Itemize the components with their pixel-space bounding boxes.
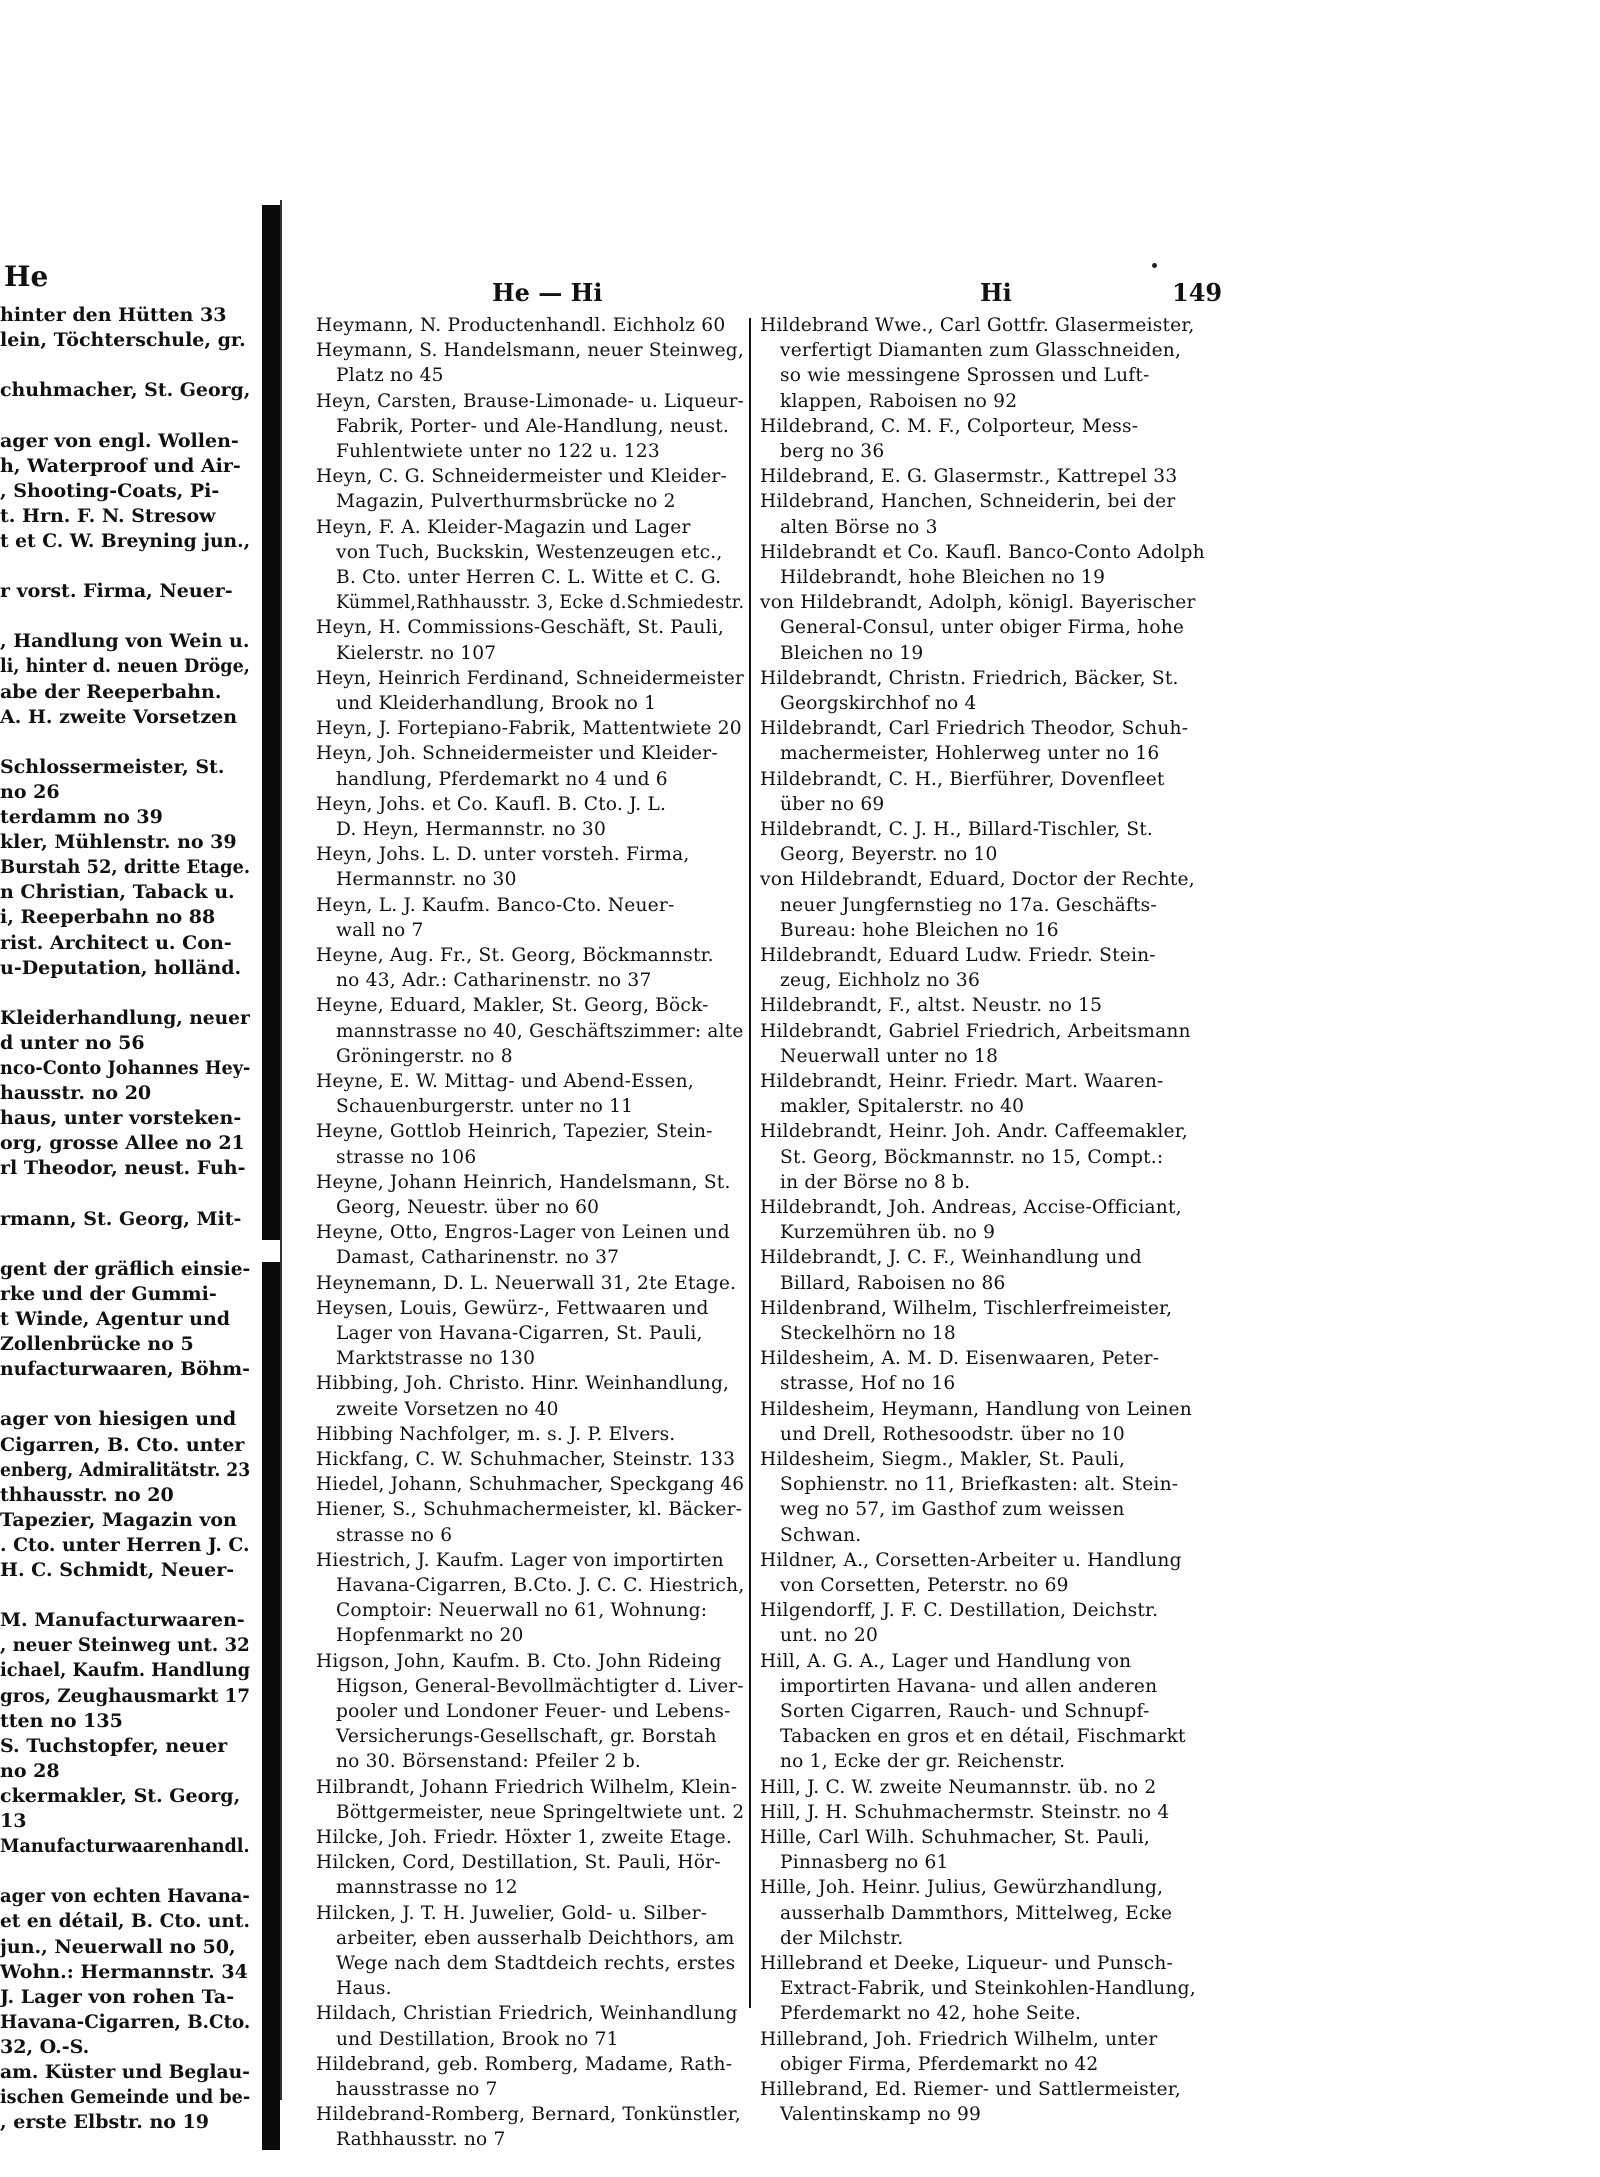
- left-page-line: n Christian, Taback u.: [0, 881, 235, 904]
- directory-entry-line: Georgskirchhof no 4: [780, 693, 977, 714]
- directory-entry-line: Extract-Fabrik, und Steinkohlen-Handlung,: [780, 1978, 1196, 2000]
- left-page-line: Manufacturwaarenhandl.: [0, 1835, 250, 1858]
- left-page-line: no 26: [0, 780, 60, 803]
- left-page-line: Kleiderhandlung, neuer: [0, 1006, 250, 1029]
- directory-entry-line: Hildach, Christian Friedrich, Weinhandlung: [316, 2003, 738, 2025]
- directory-entry-line: Hildenbrand, Wilhelm, Tischlerfreimeister,: [760, 1297, 1173, 1319]
- directory-entry-line: Hiedel, Johann, Schuhmacher, Speckgang 46: [316, 1474, 745, 1496]
- directory-entry-line: Sophienstr. no 11, Briefkasten: alt. Stein-: [780, 1474, 1179, 1496]
- directory-entry-line: Valentinskamp no 99: [780, 2104, 982, 2126]
- directory-entry-line: Böttgermeister, neue Springeltwiete unt. 2: [336, 1801, 745, 1823]
- directory-entry-line: Hilbrandt, Johann Friedrich Wilhelm, Klein-: [316, 1776, 738, 1798]
- directory-entry-line: Hiener, S., Schuhmachermeister, kl. Bäcker-: [316, 1499, 743, 1521]
- directory-entry-line: Hildesheim, Heymann, Handlung von Leinen: [760, 1398, 1192, 1420]
- directory-entry-line: Havana-Cigarren, B.Cto. J. C. C. Hiestrich,: [336, 1575, 745, 1596]
- directory-entry-line: Damast, Catharinenstr. no 37: [336, 1247, 620, 1269]
- directory-entry-line: Heyn, Heinrich Ferdinand, Schneidermeister: [316, 667, 744, 689]
- left-page-line: Wohn.: Hermannstr. 34: [0, 1960, 248, 1983]
- directory-entry-line: Hildebrandt, Eduard Ludw. Friedr. Stein-: [760, 945, 1156, 966]
- directory-entry-line: arbeiter, eben ausserhalb Deichthors, am: [336, 1927, 735, 1949]
- directory-entry-line: Heyn, F. A. Kleider-Magazin und Lager: [316, 516, 691, 538]
- directory-entry-line: der Milchstr.: [780, 1927, 904, 1949]
- book-gutter: [262, 205, 280, 2150]
- left-page-line: org, grosse Allee no 21: [0, 1132, 245, 1155]
- directory-entry-line: Hermannstr. no 30: [336, 869, 517, 891]
- left-page-line: lein, Töchterschule, gr.: [0, 329, 246, 352]
- directory-entry-line: Schauenburgerstr. unter no 11: [336, 1096, 634, 1118]
- directory-entry-line: zweite Vorsetzen no 40: [336, 1398, 559, 1420]
- left-page-line: ischen Gemeinde und be-: [0, 2086, 251, 2109]
- directory-entry-line: wall no 7: [336, 919, 424, 941]
- directory-entry-line: Heysen, Louis, Gewürz-, Fettwaaren und: [316, 1297, 709, 1319]
- directory-entry-line: Hildebrandt, Carl Friedrich Theodor, Schuh-: [760, 718, 1189, 740]
- directory-entry-line: Hildebrand Wwe., Carl Gottfr. Glasermeister,: [760, 315, 1195, 336]
- directory-entry-line: und Kleiderhandlung, Brook no 1: [336, 693, 657, 714]
- directory-entry-line: Tabacken en gros et en détail, Fischmarkt: [780, 1726, 1186, 1748]
- directory-entry-line: von Tuch, Buckskin, Westenzeugen etc.,: [336, 541, 723, 563]
- directory-entry-line: Hildesheim, A. M. D. Eisenwaaren, Peter-: [760, 1348, 1160, 1370]
- directory-entry-line: Georg, Neuestr. über no 60: [336, 1197, 600, 1218]
- left-page-line: Havana-Cigarren, B.Cto.: [0, 2010, 251, 2033]
- directory-entry-line: Hillebrand, Ed. Riemer- und Sattlermeister,: [760, 2079, 1181, 2100]
- directory-entry-line: klappen, Raboisen no 92: [780, 390, 1018, 412]
- directory-entry-line: Platz no 45: [336, 365, 444, 387]
- left-page-line: H. C. Schmidt, Neuer-: [0, 1559, 235, 1581]
- left-page-line: ckermakler, St. Georg,: [0, 1784, 241, 1807]
- directory-entry-line: Magazin, Pulverthurmsbrücke no 2: [336, 491, 676, 513]
- left-page-line: , neuer Steinweg unt. 32: [0, 1634, 250, 1657]
- left-page-line: tten no 135: [0, 1709, 123, 1732]
- running-head-left: He — Hi: [492, 278, 603, 307]
- left-page-line: kler, Mühlenstr. no 39: [0, 831, 237, 854]
- directory-entry-line: Hildebrandt, F., altst. Neustr. no 15: [760, 995, 1103, 1017]
- left-page-line: gent der gräflich einsie-: [0, 1257, 251, 1280]
- directory-entry-line: Heyne, Otto, Engros-Lager von Leinen und: [316, 1222, 730, 1244]
- directory-entry-line: Hildebrandt et Co. Kaufl. Banco-Conto Adolph: [760, 541, 1205, 563]
- left-page-line: haus, unter vorsteken-: [0, 1107, 242, 1130]
- left-page-line: enberg, Admiralitätstr. 23: [0, 1458, 251, 1481]
- left-page-line: Schlossermeister, St.: [0, 755, 225, 778]
- left-page-line: rke und der Gummi-: [0, 1282, 217, 1305]
- left-page-line: abe der Reeperbahn.: [0, 680, 222, 703]
- directory-entry-line: strasse no 6: [336, 1524, 453, 1546]
- directory-entry-line: Heyn, Carsten, Brause-Limonade- u. Liqueur-: [316, 390, 744, 412]
- directory-entry-line: so wie messingene Sprossen und Luft-: [780, 365, 1150, 387]
- directory-entry-line: Hildebrandt, C. H., Bierführer, Dovenfleet: [760, 768, 1165, 790]
- directory-entry-line: machermeister, Hohlerweg unter no 16: [780, 743, 1160, 765]
- directory-entry-line: Heyn, J. Fortepiano-Fabrik, Mattentwiete 20: [316, 718, 742, 740]
- directory-entry-line: Heynemann, D. L. Neuerwall 31, 2te Etage.: [316, 1272, 737, 1294]
- directory-entry-line: Pinnasberg no 61: [780, 1852, 949, 1874]
- directory-entry-line: no 30. Börsenstand: Pfeiler 2 b.: [336, 1751, 642, 1773]
- directory-entry-line: Hildebrand, E. G. Glasermstr., Kattrepel 33: [760, 466, 1178, 488]
- left-page-line: , Handlung von Wein u.: [0, 630, 250, 653]
- left-page-line: , Shooting-Coats, Pi-: [0, 479, 220, 502]
- directory-entry-line: Bureau: hohe Bleichen no 16: [780, 919, 1059, 941]
- left-page-line: M. Manufacturwaaren-: [0, 1609, 245, 1632]
- directory-entry-line: Billard, Raboisen no 86: [780, 1272, 1006, 1294]
- directory-entry-line: Heymann, S. Handelsmann, neuer Steinweg,: [316, 340, 744, 362]
- directory-entry-line: Sorten Cigarren, Rauch- und Schnupf-: [780, 1701, 1150, 1722]
- directory-entry-line: Lager von Havana-Cigarren, St. Pauli,: [336, 1323, 703, 1344]
- left-page-line: t Winde, Agentur und: [0, 1308, 231, 1330]
- left-page-line: 32, O.-S.: [0, 2035, 90, 2058]
- directory-entry-line: strasse no 106: [336, 1146, 477, 1168]
- directory-entry-line: Heyne, Eduard, Makler, St. Georg, Böck-: [316, 995, 709, 1017]
- directory-entry-line: Hildebrandt, Heinr. Joh. Andr. Caffeemakler,: [760, 1121, 1188, 1143]
- directory-entry-line: Fuhlentwiete unter no 122 u. 123: [336, 441, 660, 462]
- directory-entry-line: Heyn, C. G. Schneidermeister und Kleider-: [316, 466, 727, 488]
- directory-entry-line: Gröningerstr. no 8: [336, 1045, 513, 1067]
- directory-entry-line: Hille, Joh. Heinr. Julius, Gewürzhandlung,: [760, 1877, 1164, 1899]
- left-page-line: ichael, Kaufm. Handlung: [0, 1659, 251, 1682]
- directory-entry-line: Wege nach dem Stadtdeich rechts, erstes: [336, 1953, 736, 1974]
- directory-entry-line: Versicherungs-Gesellschaft, gr. Borstah: [336, 1726, 717, 1748]
- left-page-line: li, hinter d. neuen Dröge,: [0, 655, 250, 678]
- directory-entry-line: Heyn, Johs. L. D. unter vorsteh. Firma,: [316, 844, 690, 866]
- directory-entry-line: Heyne, Gottlob Heinrich, Tapezier, Stein-: [316, 1121, 713, 1143]
- left-page-line: r vorst. Firma, Neuer-: [0, 580, 233, 603]
- directory-entry-line: Hildebrandt, Heinr. Friedr. Mart. Waaren-: [760, 1071, 1164, 1092]
- left-page-line: t et C. W. Breyning jun.,: [0, 529, 251, 552]
- left-page-line: et en détail, B. Cto. unt.: [0, 1910, 250, 1933]
- directory-entry-line: und Destillation, Brook no 71: [336, 2028, 619, 2050]
- left-page-line: thhausstr. no 20: [0, 1483, 174, 1506]
- directory-entry-line: Marktstrasse no 130: [336, 1348, 536, 1370]
- directory-entry-line: Hill, A. G. A., Lager und Handlung von: [760, 1650, 1132, 1672]
- directory-entry-line: Schwan.: [780, 1524, 862, 1546]
- directory-entry-line: Rathhausstr. no 7: [336, 2129, 506, 2151]
- directory-entry-line: Heyn, Johs. et Co. Kaufl. B. Cto. J. L.: [316, 793, 667, 815]
- directory-entry-line: Hill, J. C. W. zweite Neumannstr. üb. no 2: [760, 1776, 1157, 1798]
- directory-entry-line: B. Cto. unter Herren C. L. Witte et C. G.: [336, 567, 722, 588]
- left-facing-page: [0, 205, 262, 2150]
- directory-entry-line: Hill, J. H. Schuhmachermstr. Steinstr. no 4: [760, 1801, 1170, 1823]
- print-dot: [1152, 263, 1157, 268]
- directory-entry-line: neuer Jungfernstieg no 17a. Geschäfts-: [780, 894, 1157, 916]
- left-page-line: rl Theodor, neust. Fuh-: [0, 1157, 246, 1180]
- directory-entry-line: St. Georg, Böckmannstr. no 15, Compt.:: [780, 1146, 1164, 1168]
- left-page-line: nufacturwaaren, Böhm-: [0, 1358, 250, 1381]
- running-head-right: Hi: [980, 278, 1012, 307]
- directory-entry-line: Kurzemühren üb. no 9: [780, 1222, 996, 1244]
- directory-entry-line: Hilcken, J. T. H. Juwelier, Gold- u. Silber-: [316, 1902, 708, 1924]
- left-page-line: h, Waterproof und Air-: [0, 454, 241, 477]
- directory-entry-line: Hildebrand, geb. Romberg, Madame, Rath-: [316, 2053, 733, 2075]
- directory-entry-line: strasse, Hof no 16: [780, 1373, 956, 1395]
- left-page-line: 13: [0, 1810, 27, 1832]
- directory-entry-line: Hildebrand, C. M. F., Colporteur, Mess-: [760, 415, 1139, 437]
- directory-entry-line: pooler und Londoner Feuer- und Lebens-: [336, 1701, 731, 1722]
- directory-entry-line: handlung, Pferdemarkt no 4 und 6: [336, 768, 668, 790]
- directory-entry-line: Heyn, L. J. Kaufm. Banco-Cto. Neuer-: [316, 894, 675, 916]
- left-page-line: jun., Neuerwall no 50,: [0, 1935, 236, 1958]
- directory-entry-line: Hildner, A., Corsetten-Arbeiter u. Handlung: [760, 1549, 1182, 1571]
- directory-entry-line: von Corsetten, Peterstr. no 69: [780, 1575, 1069, 1596]
- left-page-line: A. H. zweite Vorsetzen: [0, 705, 238, 728]
- left-page-line: i, Reeperbahn no 88: [0, 906, 216, 929]
- directory-entry-line: ausserhalb Dammthors, Mittelweg, Ecke: [780, 1902, 1173, 1924]
- directory-entry-line: Hopfenmarkt no 20: [336, 1625, 524, 1647]
- left-page-line: J. Lager von rohen Ta-: [0, 1985, 235, 2008]
- directory-entry-line: von Hildebrandt, Adolph, königl. Bayerischer: [760, 592, 1196, 614]
- left-page-line: Tapezier, Magazin von: [0, 1508, 237, 1531]
- directory-entry-line: alten Börse no 3: [780, 516, 938, 538]
- directory-entry-line: Hilgendorff, J. F. C. Destillation, Deichstr.: [760, 1600, 1159, 1622]
- directory-entry-line: mannstrasse no 12: [336, 1877, 518, 1899]
- directory-entry-line: von Hildebrandt, Eduard, Doctor der Rechte,: [760, 869, 1195, 891]
- left-page-line: , erste Elbstr. no 19: [0, 2111, 209, 2134]
- directory-entry-line: Hibbing, Joh. Christo. Hinr. Weinhandlung,: [316, 1373, 730, 1395]
- directory-entry-line: Hildebrand, Hanchen, Schneiderin, bei der: [760, 491, 1176, 513]
- directory-entry-line: Steckelhörn no 18: [780, 1323, 956, 1344]
- directory-entry-line: Hillebrand, Joh. Friedrich Wilhelm, unter: [760, 2028, 1158, 2050]
- left-page-line: Cigarren, B. Cto. unter: [0, 1433, 245, 1456]
- directory-entry-line: Hildebrandt, Gabriel Friedrich, Arbeitsmann: [760, 1020, 1191, 1042]
- directory-entry-line: Hiestrich, J. Kaufm. Lager von importirten: [316, 1549, 724, 1571]
- left-page-line: ager von hiesigen und: [0, 1408, 237, 1431]
- directory-entry-line: Hildebrandt, Christn. Friedrich, Bäcker, St.: [760, 667, 1179, 689]
- directory-entry-line: über no 69: [780, 793, 885, 815]
- directory-entry-line: obiger Firma, Pferdemarkt no 42: [780, 2053, 1099, 2075]
- directory-entry-line: Pferdemarkt no 42, hohe Seite.: [780, 2003, 1082, 2025]
- directory-entry-line: unt. no 20: [780, 1625, 878, 1647]
- left-page-line: ager von engl. Wollen-: [0, 429, 239, 452]
- directory-entry-line: Hildebrandt, C. J. H., Billard-Tischler, St.: [760, 819, 1154, 840]
- directory-entry-line: Hildebrandt, hohe Bleichen no 19: [780, 567, 1106, 588]
- directory-entry-line: Hildebrand-Romberg, Bernard, Tonkünstler,: [316, 2104, 741, 2126]
- directory-entry-line: weg no 57, im Gasthof zum weissen: [780, 1499, 1125, 1521]
- directory-entry-line: verfertigt Diamanten zum Glasschneiden,: [780, 340, 1182, 362]
- left-page-line: S. Tuchstopfer, neuer: [0, 1734, 228, 1757]
- directory-entry-line: Heyn, H. Commissions-Geschäft, St. Pauli,: [316, 617, 725, 639]
- directory-entry-line: importirten Havana- und allen anderen: [780, 1675, 1158, 1697]
- left-page-line: rmann, St. Georg, Mit-: [0, 1207, 242, 1230]
- column-divider: [749, 318, 751, 2008]
- left-page-line: ager von echten Havana-: [0, 1885, 250, 1908]
- left-page-line: chuhmacher, St. Georg,: [0, 379, 251, 402]
- left-page-line: rist. Architect u. Con-: [0, 931, 232, 954]
- directory-entry-line: Heymann, N. Productenhandl. Eichholz 60: [316, 315, 726, 336]
- directory-entry-line: mannstrasse no 40, Geschäftszimmer: alte: [336, 1020, 744, 1042]
- left-page-line: gros, Zeughausmarkt 17: [0, 1684, 251, 1707]
- directory-entry-line: zeug, Eichholz no 36: [780, 970, 980, 992]
- directory-entry-line: in der Börse no 8 b.: [780, 1171, 971, 1193]
- directory-entry-line: no 1, Ecke der gr. Reichenstr.: [780, 1751, 1066, 1773]
- directory-entry-line: Kümmel,Rathhausstr. 3, Ecke d.Schmiedestr.: [336, 592, 745, 614]
- directory-entry-line: hausstrasse no 7: [336, 2079, 498, 2100]
- directory-entry-line: Heyne, Johann Heinrich, Handelsmann, St.: [316, 1171, 731, 1193]
- directory-entry-line: Higson, General-Bevollmächtigter d. Liver-: [336, 1675, 744, 1697]
- directory-entry-line: berg no 36: [780, 441, 885, 462]
- left-page-line: Zollenbrücke no 5: [0, 1333, 194, 1356]
- directory-entry-line: Hildebrandt, J. C. F., Weinhandlung und: [760, 1247, 1142, 1269]
- left-page-line: d unter no 56: [0, 1031, 145, 1054]
- directory-entry-line: Hibbing Nachfolger, m. s. J. P. Elvers.: [316, 1423, 676, 1445]
- directory-entry-line: Hilcke, Joh. Friedr. Höxter 1, zweite Etage.: [316, 1827, 732, 1848]
- directory-entry-line: Georg, Beyerstr. no 10: [780, 844, 998, 866]
- left-page-line: . Cto. unter Herren J. C.: [0, 1533, 250, 1556]
- directory-entry-line: makler, Spitalerstr. no 40: [780, 1096, 1025, 1118]
- left-page-line: hinter den Hütten 33: [0, 304, 227, 326]
- directory-entry-line: Comptoir: Neuerwall no 61, Wohnung:: [336, 1600, 708, 1622]
- directory-entry-line: Kielerstr. no 107: [336, 642, 497, 664]
- left-page-line: u-Deputation, holländ.: [0, 956, 242, 979]
- left-page-line: t. Hrn. F. N. Stresow: [0, 504, 216, 527]
- left-page-line: no 28: [0, 1759, 60, 1782]
- directory-entry-line: Hildesheim, Siegm., Makler, St. Pauli,: [760, 1449, 1126, 1470]
- directory-entry-line: Hickfang, C. W. Schuhmacher, Steinstr. 133: [316, 1449, 736, 1470]
- left-page-line: nco-Conto Johannes Hey-: [0, 1057, 251, 1079]
- directory-entry-line: Hildebrandt, Joh. Andreas, Accise-Officiant,: [760, 1197, 1182, 1218]
- directory-entry-line: no 43, Adr.: Catharinenstr. no 37: [336, 970, 652, 992]
- directory-entry-line: Hillebrand et Deeke, Liqueur- und Punsch-: [760, 1953, 1173, 1974]
- left-page-line: am. Küster und Beglau-: [0, 2061, 250, 2083]
- directory-entry-line: Neuerwall unter no 18: [780, 1045, 999, 1067]
- left-page-line: terdamm no 39: [0, 806, 163, 828]
- directory-entry-line: D. Heyn, Hermannstr. no 30: [336, 819, 606, 840]
- directory-entry-line: Heyne, E. W. Mittag- und Abend-Essen,: [316, 1071, 694, 1092]
- directory-entry-line: und Drell, Rothesoodstr. über no 10: [780, 1423, 1125, 1445]
- directory-entry-line: Bleichen no 19: [780, 642, 924, 664]
- directory-entry-line: Heyn, Joh. Schneidermeister und Kleider-: [316, 743, 718, 765]
- left-page-line: Burstah 52, dritte Etage.: [0, 856, 251, 879]
- directory-entry-line: Fabrik, Porter- und Ale-Handlung, neust.: [336, 415, 730, 437]
- directory-entry-line: Hille, Carl Wilh. Schuhmacher, St. Pauli,: [760, 1827, 1151, 1848]
- directory-entry-line: Haus.: [336, 1978, 392, 2000]
- page-number: 149: [1172, 278, 1223, 307]
- directory-entry-line: Hilcken, Cord, Destillation, St. Pauli, Hör-: [316, 1852, 721, 1874]
- left-page-header: He: [4, 260, 49, 293]
- directory-entry-line: Higson, John, Kaufm. B. Cto. John Rideing: [316, 1650, 722, 1672]
- directory-entry-line: General-Consul, unter obiger Firma, hohe: [780, 617, 1185, 639]
- directory-entry-line: Heyne, Aug. Fr., St. Georg, Böckmannstr.: [316, 945, 714, 966]
- left-page-line: hausstr. no 20: [0, 1082, 152, 1105]
